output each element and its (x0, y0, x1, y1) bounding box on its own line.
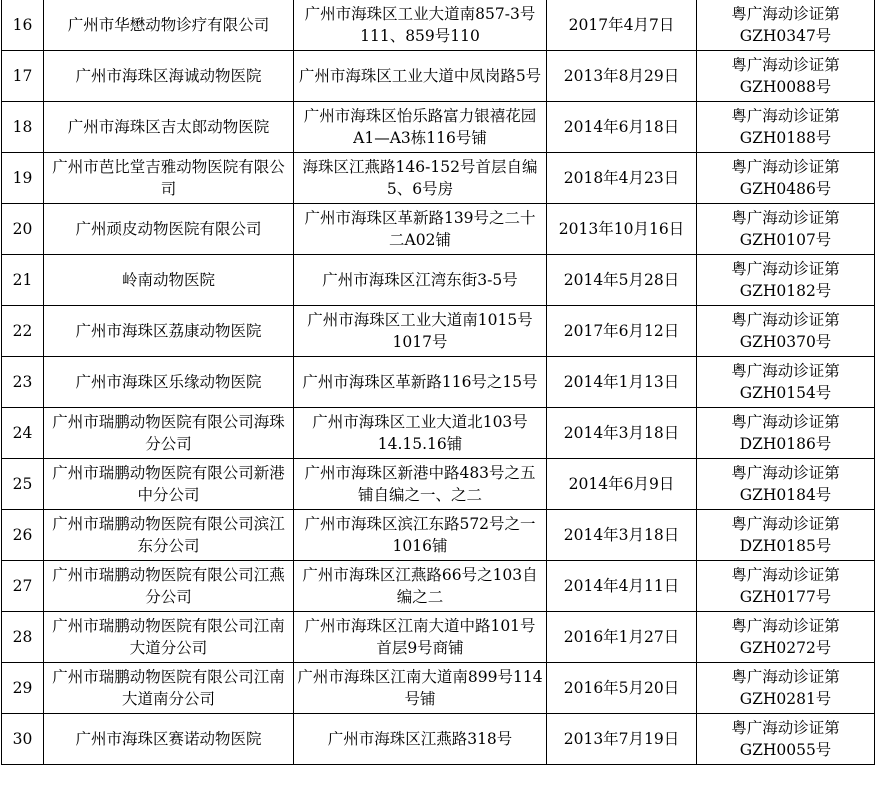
row-number: 18 (2, 102, 44, 153)
row-number: 28 (2, 612, 44, 663)
registry-body (2, 0, 875, 765)
certificate-number: 粤广海动诊证第GZH0182号 (697, 255, 875, 306)
clinic-address: 广州市海珠区工业大道南1015号1017号 (294, 306, 547, 357)
clinic-name: 广州市瑞鹏动物医院有限公司海珠分公司 (44, 408, 294, 459)
row-number: 21 (2, 255, 44, 306)
clinic-address: 广州市海珠区革新路116号之15号 (294, 357, 547, 408)
table-row (2, 612, 875, 663)
issue-date: 2014年1月13日 (547, 357, 697, 408)
table-row (2, 204, 875, 255)
table-row (2, 459, 875, 510)
clinic-address: 广州市海珠区革新路139号之二十二A02铺 (294, 204, 547, 255)
clinic-address: 广州市海珠区江燕路66号之103自编之二 (294, 561, 547, 612)
certificate-number: 粤广海动诊证第GZH0272号 (697, 612, 875, 663)
clinic-registry-table (1, 0, 875, 765)
table-row (2, 510, 875, 561)
clinic-name: 广州市海珠区吉太郎动物医院 (44, 102, 294, 153)
clinic-address: 广州市海珠区江南大道中路101号首层9号商铺 (294, 612, 547, 663)
row-number: 16 (2, 0, 44, 51)
issue-date: 2014年4月11日 (547, 561, 697, 612)
issue-date: 2013年8月29日 (547, 51, 697, 102)
certificate-number: 粤广海动诊证第GZH0347号 (697, 0, 875, 51)
issue-date: 2013年10月16日 (547, 204, 697, 255)
clinic-name: 广州市瑞鹏动物医院有限公司江南大道南分公司 (44, 663, 294, 714)
clinic-address: 广州市海珠区江燕路318号 (294, 714, 547, 765)
row-number: 19 (2, 153, 44, 204)
clinic-name: 广州市芭比堂吉雅动物医院有限公司 (44, 153, 294, 204)
row-number: 25 (2, 459, 44, 510)
row-number: 30 (2, 714, 44, 765)
row-number: 20 (2, 204, 44, 255)
clinic-address: 广州市海珠区新港中路483号之五铺自编之一、之二 (294, 459, 547, 510)
table-row (2, 153, 875, 204)
clinic-name: 广州市瑞鹏动物医院有限公司滨江东分公司 (44, 510, 294, 561)
row-number: 17 (2, 51, 44, 102)
clinic-address: 广州市海珠区怡乐路富力银禧花园A1—A3栋116号铺 (294, 102, 547, 153)
table-row (2, 408, 875, 459)
certificate-number: 粤广海动诊证第GZH0188号 (697, 102, 875, 153)
clinic-name: 广州市瑞鹏动物医院有限公司新港中分公司 (44, 459, 294, 510)
clinic-name: 广州市华懋动物诊疗有限公司 (44, 0, 294, 51)
certificate-number: 粤广海动诊证第GZH0088号 (697, 51, 875, 102)
issue-date: 2016年1月27日 (547, 612, 697, 663)
table-row (2, 561, 875, 612)
certificate-number: 粤广海动诊证第GZH0184号 (697, 459, 875, 510)
clinic-address: 广州市海珠区工业大道南857-3号111、859号110 (294, 0, 547, 51)
clinic-name: 广州市瑞鹏动物医院有限公司江燕分公司 (44, 561, 294, 612)
clinic-address: 广州市海珠区工业大道北103号14.15.16铺 (294, 408, 547, 459)
row-number: 24 (2, 408, 44, 459)
clinic-address: 广州市海珠区工业大道中凤岗路5号 (294, 51, 547, 102)
table-row (2, 306, 875, 357)
row-number: 23 (2, 357, 44, 408)
clinic-name: 广州市海珠区赛诺动物医院 (44, 714, 294, 765)
clinic-name: 广州顽皮动物医院有限公司 (44, 204, 294, 255)
clinic-name: 岭南动物医院 (44, 255, 294, 306)
issue-date: 2018年4月23日 (547, 153, 697, 204)
issue-date: 2016年5月20日 (547, 663, 697, 714)
table-row (2, 51, 875, 102)
row-number: 27 (2, 561, 44, 612)
issue-date: 2014年3月18日 (547, 408, 697, 459)
certificate-number: 粤广海动诊证第GZH0281号 (697, 663, 875, 714)
clinic-address: 广州市海珠区江湾东街3-5号 (294, 255, 547, 306)
certificate-number: 粤广海动诊证第GZH0154号 (697, 357, 875, 408)
certificate-number: 粤广海动诊证第DZH0185号 (697, 510, 875, 561)
issue-date: 2014年6月9日 (547, 459, 697, 510)
clinic-name: 广州市海珠区荔康动物医院 (44, 306, 294, 357)
clinic-address: 广州市海珠区滨江东路572号之一1016铺 (294, 510, 547, 561)
row-number: 26 (2, 510, 44, 561)
table-row (2, 0, 875, 51)
issue-date: 2013年7月19日 (547, 714, 697, 765)
clinic-name: 广州市海珠区乐缘动物医院 (44, 357, 294, 408)
table-row (2, 255, 875, 306)
table-row (2, 357, 875, 408)
row-number: 29 (2, 663, 44, 714)
row-number: 22 (2, 306, 44, 357)
certificate-number: 粤广海动诊证第GZH0177号 (697, 561, 875, 612)
clinic-address: 海珠区江燕路146-152号首层自编5、6号房 (294, 153, 547, 204)
issue-date: 2017年4月7日 (547, 0, 697, 51)
issue-date: 2014年6月18日 (547, 102, 697, 153)
table-row (2, 102, 875, 153)
clinic-address: 广州市海珠区江南大道南899号114号铺 (294, 663, 547, 714)
issue-date: 2014年3月18日 (547, 510, 697, 561)
certificate-number: 粤广海动诊证第GZH0370号 (697, 306, 875, 357)
table-row (2, 663, 875, 714)
certificate-number: 粤广海动诊证第DZH0186号 (697, 408, 875, 459)
clinic-name: 广州市海珠区海诚动物医院 (44, 51, 294, 102)
table-row (2, 714, 875, 765)
clinic-name: 广州市瑞鹏动物医院有限公司江南大道分公司 (44, 612, 294, 663)
certificate-number: 粤广海动诊证第GZH0055号 (697, 714, 875, 765)
issue-date: 2014年5月28日 (547, 255, 697, 306)
certificate-number: 粤广海动诊证第GZH0107号 (697, 204, 875, 255)
issue-date: 2017年6月12日 (547, 306, 697, 357)
certificate-number: 粤广海动诊证第GZH0486号 (697, 153, 875, 204)
